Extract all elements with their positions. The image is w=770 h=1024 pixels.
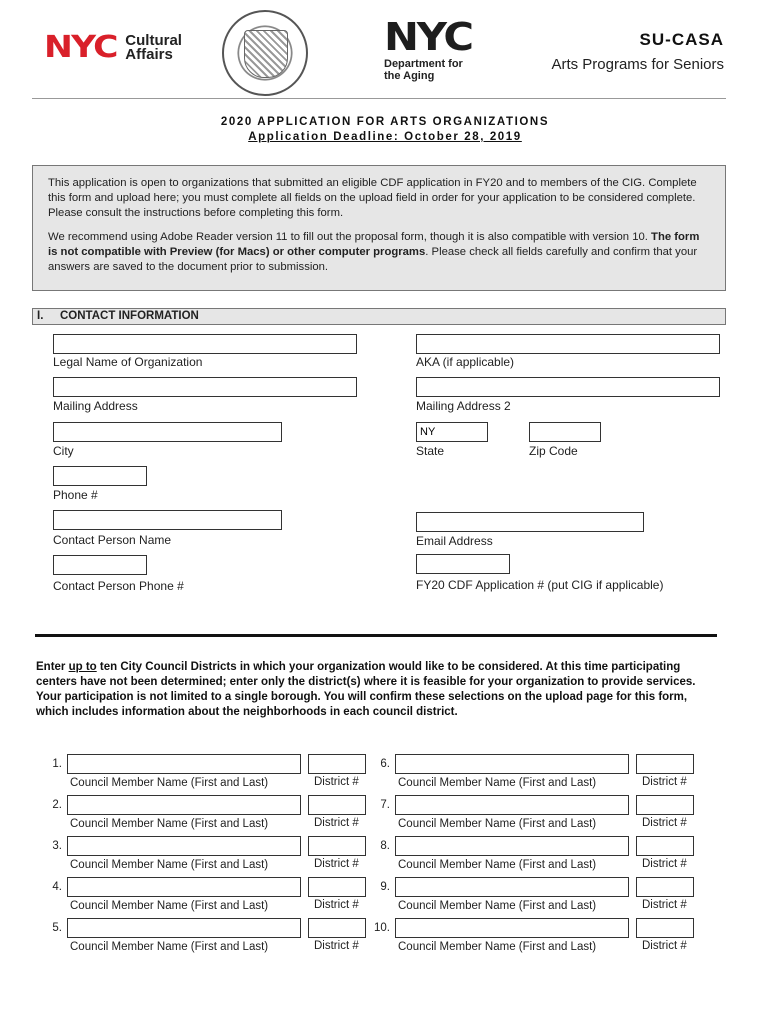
district-number-label: District # (642, 858, 687, 870)
email-label: Email Address (416, 534, 493, 548)
cultural-affairs-wordmark: Cultural Affairs (125, 32, 182, 63)
district-row-number: 1. (52, 758, 62, 770)
council-member-name-input[interactable] (395, 836, 629, 856)
zip-code-input[interactable] (529, 422, 601, 442)
district-number-input[interactable] (308, 918, 366, 938)
zip-code-label: Zip Code (529, 444, 578, 458)
program-title-block (551, 30, 724, 73)
cdf-application-number-label: FY20 CDF Application # (put CIG if applicable) (416, 578, 664, 592)
council-member-name-input[interactable] (67, 836, 301, 856)
nyc-cultural-affairs-logo (44, 30, 182, 65)
council-member-name-label: Council Member Name (First and Last) (398, 900, 597, 912)
dept-for-the-aging-logo: NYC Department for the Aging (384, 15, 472, 82)
nyc-logo-mark: NYC (44, 30, 117, 65)
district-row-number: 6. (380, 758, 390, 770)
section-divider (35, 634, 717, 637)
district-number-label: District # (314, 940, 359, 952)
email-input[interactable] (416, 512, 644, 532)
district-number-label: District # (314, 776, 359, 788)
instructions-box (32, 165, 726, 291)
council-member-name-label: Council Member Name (First and Last) (398, 941, 597, 953)
council-member-name-label: Council Member Name (First and Last) (70, 777, 269, 789)
district-number-input[interactable] (636, 795, 694, 815)
council-member-name-input[interactable] (67, 795, 301, 815)
nyc-logo-mark: NYC (384, 15, 472, 59)
mailing-address-input[interactable] (53, 377, 357, 397)
district-number-input[interactable] (308, 754, 366, 774)
contact-person-name-input[interactable] (53, 510, 282, 530)
council-member-name-input[interactable] (67, 877, 301, 897)
city-input[interactable] (53, 422, 282, 442)
district-row-number: 7. (380, 799, 390, 811)
district-row-number: 5. (52, 922, 62, 934)
council-member-name-label: Council Member Name (First and Last) (70, 859, 269, 871)
council-member-name-input[interactable] (395, 918, 629, 938)
instructions-paragraph-1: This application is open to organizations that submitted an eligible CDF application in FY20 and to members of the CIG. Complete this form and upload here; you must complete all fields on the upload field in order for your application to be considered complete. Please consult the instructions before completing this form. (48, 177, 697, 219)
application-deadline: Application Deadline: October 28, 2019 (248, 131, 522, 143)
cdf-application-number-input[interactable] (416, 554, 510, 574)
city-label: City (53, 444, 74, 458)
contact-person-phone-input[interactable] (53, 555, 147, 575)
contact-person-phone-label: Contact Person Phone # (53, 579, 184, 593)
aka-label: AKA (if applicable) (416, 355, 515, 369)
district-number-input[interactable] (636, 754, 694, 774)
application-title: 2020 APPLICATION FOR ARTS ORGANIZATIONS (220, 116, 550, 128)
district-row-number: 3. (52, 840, 62, 852)
phone-label: Phone # (53, 488, 98, 502)
district-number-input[interactable] (308, 877, 366, 897)
state-label: State (416, 444, 445, 458)
council-member-name-label: Council Member Name (First and Last) (398, 818, 597, 830)
contact-person-name-label: Contact Person Name (53, 533, 172, 547)
phone-input[interactable] (53, 466, 147, 486)
district-row-number: 10. (374, 922, 390, 934)
council-member-name-label: Council Member Name (First and Last) (398, 859, 597, 871)
district-row-number: 4. (52, 881, 62, 893)
district-number-input[interactable] (636, 877, 694, 897)
aka-input[interactable] (416, 334, 720, 354)
mailing-address-label: Mailing Address (53, 399, 138, 413)
council-member-name-input[interactable] (395, 877, 629, 897)
council-member-name-label: Council Member Name (First and Last) (70, 941, 269, 953)
district-number-label: District # (642, 899, 687, 911)
header-divider (32, 98, 726, 99)
instructions-paragraph-2: We recommend using Adobe Reader version 11 to fill out the proposal form, though it is also compatible with version 10. The form is not compatible with Preview (for Macs) or other computer programs. Please check all fields carefully and confirm that your answers are saved to the document prior to submission. (48, 231, 700, 273)
district-row-number: 2. (52, 799, 62, 811)
district-number-input[interactable] (636, 836, 694, 856)
council-member-name-input[interactable] (395, 795, 629, 815)
district-number-label: District # (314, 817, 359, 829)
district-number-label: District # (642, 940, 687, 952)
district-number-input[interactable] (308, 836, 366, 856)
city-seal-icon (222, 10, 308, 96)
section-header-contact: I. CONTACT INFORMATION (32, 308, 726, 325)
council-member-name-label: Council Member Name (First and Last) (70, 818, 269, 830)
state-input[interactable] (416, 422, 488, 442)
mailing-address-2-label: Mailing Address 2 (416, 399, 511, 413)
council-member-name-label: Council Member Name (First and Last) (70, 900, 269, 912)
council-member-name-input[interactable] (67, 918, 301, 938)
district-number-label: District # (314, 858, 359, 870)
program-subtitle: Arts Programs for Seniors (551, 56, 724, 73)
program-title: SU-CASA (639, 30, 724, 49)
council-member-name-input[interactable] (67, 754, 301, 774)
district-instructions: Enter up to ten City Council Districts in which your organization would like to be considered. At this time participating centers have not been determined; enter only the district(s) where it is feasible for your organization to provide services. Your participation is not limited to a single borough. You will confirm these selections on the upload page for this form, which includes information about the neighborhoods in each council district. (36, 661, 696, 718)
district-row-number: 8. (380, 840, 390, 852)
mailing-address-2-input[interactable] (416, 377, 720, 397)
district-number-input[interactable] (636, 918, 694, 938)
district-row-number: 9. (380, 881, 390, 893)
district-number-label: District # (642, 817, 687, 829)
district-number-label: District # (314, 899, 359, 911)
district-number-label: District # (642, 776, 687, 788)
legal-name-label: Legal Name of Organization (53, 355, 203, 369)
council-member-name-label: Council Member Name (First and Last) (398, 777, 597, 789)
district-number-input[interactable] (308, 795, 366, 815)
council-member-name-input[interactable] (395, 754, 629, 774)
legal-name-input[interactable] (53, 334, 357, 354)
